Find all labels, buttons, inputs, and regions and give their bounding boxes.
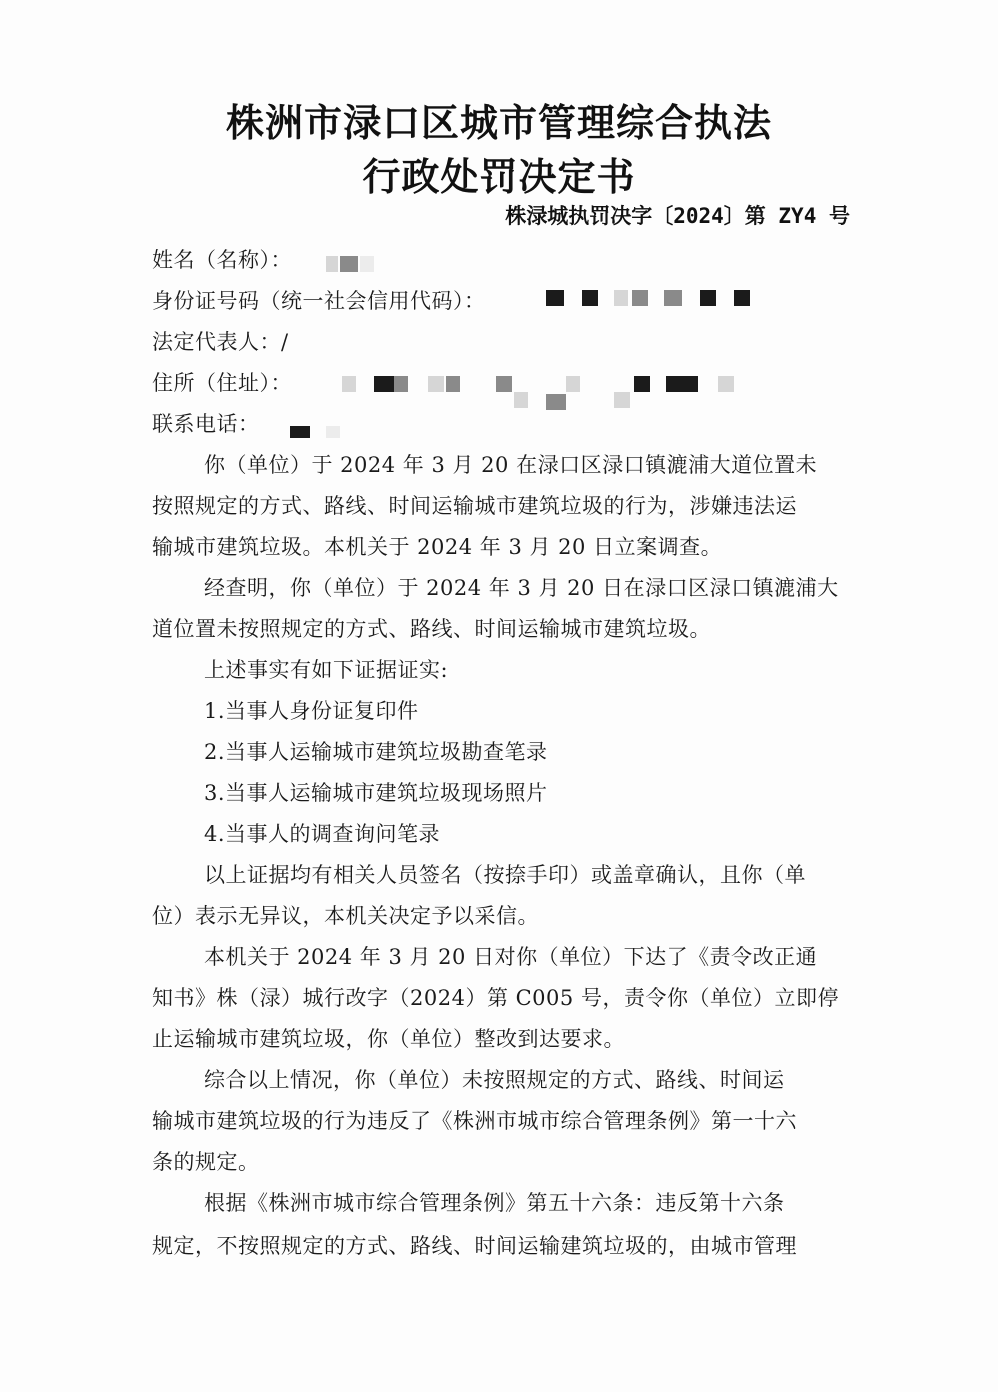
- redaction-mark: [340, 256, 358, 272]
- evidence-item: 1.当事人身份证复印件: [204, 699, 419, 723]
- body-line: 输城市建筑垃圾的行为违反了《株洲市城市综合管理条例》第一十六: [152, 1109, 797, 1133]
- redaction-mark: [446, 376, 460, 392]
- body-line: 规定，不按照规定的方式、路线、时间运输建筑垃圾的，由城市管理: [152, 1234, 797, 1258]
- redaction-mark: [514, 392, 528, 408]
- redaction-mark: [290, 426, 310, 438]
- redaction-mark: [734, 290, 750, 306]
- document-title-line2: 行政处罚决定书: [362, 155, 636, 199]
- redaction-mark: [394, 376, 408, 392]
- body-line: 以上证据均有相关人员签名（按捺手印）或盖章确认，且你（单: [204, 863, 806, 887]
- redaction-mark: [546, 394, 566, 410]
- body-line: 道位置未按照规定的方式、路线、时间运输城市建筑垃圾。: [152, 617, 711, 641]
- redaction-mark: [664, 290, 682, 306]
- body-line: 知书》株（渌）城行改字（2024）第 C005 号，责令你（单位）立即停: [152, 986, 839, 1010]
- redaction-mark: [718, 376, 734, 392]
- redaction-mark: [360, 256, 374, 272]
- redaction-mark: [582, 290, 598, 306]
- evidence-item: 2.当事人运输城市建筑垃圾勘查笔录: [204, 740, 548, 764]
- redaction-mark: [496, 376, 512, 392]
- legal-rep-label: 法定代表人：/: [152, 330, 289, 354]
- document-number: 株渌城执罚决字〔2024〕第 ZY4 号: [505, 204, 850, 228]
- redaction-mark: [546, 290, 564, 306]
- address-label: 住所（住址）：: [152, 371, 292, 395]
- body-line: 综合以上情况，你（单位）未按照规定的方式、路线、时间运: [204, 1068, 785, 1092]
- body-line: 根据《株洲市城市综合管理条例》第五十六条：违反第十六条: [204, 1191, 785, 1215]
- redaction-mark: [614, 290, 628, 306]
- body-line: 止运输城市建筑垃圾，你（单位）整改到达要求。: [152, 1027, 625, 1051]
- redaction-mark: [634, 376, 650, 392]
- document-title-line1: 株洲市渌口区城市管理综合执法: [225, 101, 772, 145]
- evidence-item: 4.当事人的调查询问笔录: [204, 822, 441, 846]
- redaction-mark: [614, 392, 630, 408]
- redaction-mark: [700, 290, 716, 306]
- name-label: 姓名（名称）：: [152, 248, 292, 272]
- evidence-item: 3.当事人运输城市建筑垃圾现场照片: [204, 781, 548, 805]
- body-line: 上述事实有如下证据证实:: [204, 658, 449, 682]
- body-line: 经查明，你（单位）于 2024 年 3 月 20 日在渌口区渌口镇漉浦大: [204, 576, 839, 600]
- redaction-mark: [428, 376, 444, 392]
- redaction-mark: [374, 376, 394, 392]
- redaction-mark: [326, 256, 338, 272]
- redaction-mark: [666, 376, 698, 392]
- redaction-mark: [342, 376, 356, 392]
- body-line: 位）表示无异议，本机关决定予以采信。: [152, 904, 539, 928]
- body-line: 条的规定。: [152, 1150, 260, 1174]
- body-line: 你（单位）于 2024 年 3 月 20 在渌口区渌口镇漉浦大道位置未: [204, 453, 818, 477]
- redaction-mark: [566, 376, 580, 392]
- body-line: 输城市建筑垃圾。本机关于 2024 年 3 月 20 日立案调查。: [152, 535, 723, 559]
- body-line: 本机关于 2024 年 3 月 20 日对你（单位）下达了《责令改正通: [204, 945, 818, 969]
- redaction-mark: [326, 426, 340, 438]
- phone-label: 联系电话：: [152, 412, 260, 436]
- id-label: 身份证号码（统一社会信用代码）：: [152, 289, 486, 313]
- redaction-mark: [632, 290, 648, 306]
- body-line: 按照规定的方式、路线、时间运输城市建筑垃圾的行为，涉嫌违法运: [152, 494, 797, 518]
